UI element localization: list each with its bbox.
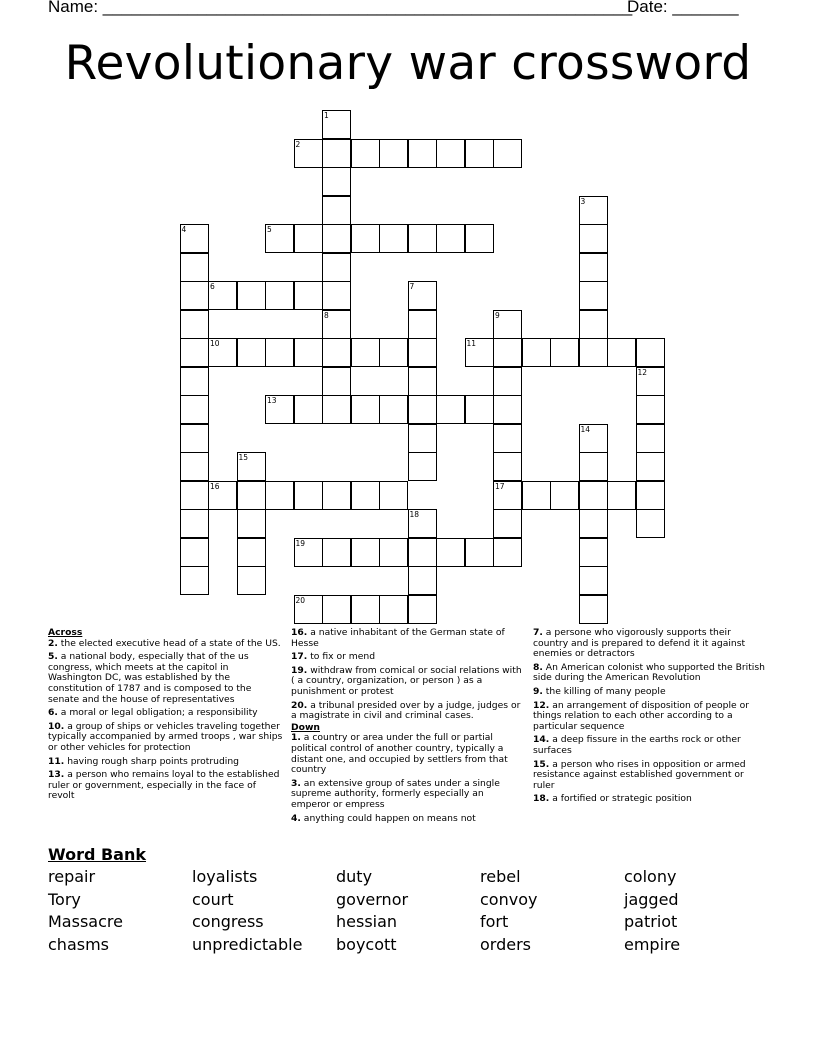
- name-label: Name: ________________________________________________________: [48, 0, 633, 16]
- grid-cell[interactable]: [408, 310, 437, 339]
- down-clue: [533, 687, 765, 698]
- clue-text: a native inhabitant of the German state of Hesse: [291, 627, 505, 649]
- grid-cell[interactable]: [579, 253, 608, 282]
- clue-number-label: 6.: [48, 707, 58, 719]
- clue-number: 19: [295, 538, 306, 548]
- word-bank-word: boycott: [336, 934, 397, 954]
- clue-number: 9: [495, 310, 500, 320]
- grid-cell[interactable]: [408, 509, 437, 538]
- across-heading: Across: [48, 627, 83, 638]
- clue-number-label: 14.: [533, 734, 550, 746]
- grid-cell[interactable]: [636, 367, 665, 396]
- clue-number-label: 9.: [533, 685, 543, 697]
- grid-cell[interactable]: [493, 310, 522, 339]
- clue-text: a fortified or strategic position: [549, 793, 692, 805]
- across-clue: [48, 639, 284, 650]
- clue-number: 17: [495, 481, 505, 491]
- word-bank: [48, 866, 768, 956]
- grid-cell[interactable]: [322, 481, 351, 510]
- clue-number-label: 11.: [48, 755, 65, 767]
- clues-column-2: [291, 628, 525, 827]
- grid-cell[interactable]: [180, 224, 209, 253]
- grid-cell[interactable]: [579, 224, 608, 253]
- clue-number-label: 4.: [291, 812, 301, 824]
- clue-text: a national body, especially that of the us congress, which meets at the capitol in Washington DC, was established by the constitution of 1787 and is composed to the senate and the house of representatives: [48, 651, 252, 705]
- word-bank-word: Tory: [48, 889, 81, 909]
- grid-cell[interactable]: [237, 281, 266, 310]
- grid-cell[interactable]: [379, 139, 408, 168]
- grid-cell[interactable]: [408, 281, 437, 310]
- word-bank-word: governor: [336, 889, 409, 909]
- clue-number-label: 1.: [291, 732, 301, 744]
- clue-text: anything could happen on means not: [300, 812, 476, 824]
- grid-cell[interactable]: [208, 281, 237, 310]
- clue-number: 15: [238, 453, 249, 462]
- grid-cell[interactable]: [579, 538, 608, 567]
- grid-cell[interactable]: [493, 139, 522, 168]
- clue-number-label: 10.: [48, 720, 65, 732]
- clue-number: 16: [210, 481, 220, 491]
- grid-cell[interactable]: [322, 167, 351, 196]
- across-clue: [48, 757, 284, 768]
- grid-cell[interactable]: [180, 281, 209, 310]
- word-bank-word: unpredictable: [192, 934, 303, 954]
- word-bank-word: Massacre: [48, 912, 123, 932]
- word-bank-word: convoy: [480, 889, 538, 909]
- grid-cell[interactable]: [408, 338, 437, 367]
- grid-cell[interactable]: [465, 395, 494, 424]
- grid-cell[interactable]: [351, 224, 380, 253]
- down-clue: [533, 794, 765, 805]
- grid-cell[interactable]: [351, 338, 380, 367]
- clue-number-label: 13.: [48, 769, 65, 781]
- grid-cell[interactable]: [237, 481, 266, 510]
- grid-cell[interactable]: [579, 338, 608, 367]
- across-clues-part2: [291, 628, 525, 722]
- grid-cell[interactable]: [265, 395, 294, 424]
- grid-cell[interactable]: [579, 424, 608, 453]
- grid-cell[interactable]: [180, 338, 209, 367]
- grid-cell[interactable]: [294, 139, 323, 168]
- grid-cell[interactable]: [379, 395, 408, 424]
- across-clue: [291, 701, 525, 722]
- grid-cell[interactable]: [579, 281, 608, 310]
- grid-cell[interactable]: [322, 281, 351, 310]
- grid-cell[interactable]: [579, 595, 608, 624]
- grid-cell[interactable]: [351, 395, 380, 424]
- grid-cell[interactable]: [550, 338, 579, 367]
- grid-cell[interactable]: [180, 424, 209, 453]
- word-bank-word: rebel: [480, 867, 521, 886]
- grid-cell[interactable]: [180, 452, 209, 481]
- across-clue: [291, 652, 525, 663]
- word-bank-word: orders: [480, 934, 531, 954]
- clue-number: 8: [324, 310, 329, 320]
- grid-cell[interactable]: [493, 367, 522, 396]
- grid-cell[interactable]: [237, 538, 266, 567]
- clue-number: 1: [324, 111, 329, 120]
- grid-cell[interactable]: [636, 509, 665, 538]
- grid-cell[interactable]: [322, 338, 351, 367]
- grid-cell[interactable]: [550, 481, 579, 510]
- down-clue: [291, 733, 525, 775]
- clue-text: a moral or legal obligation; a responsibility: [57, 707, 258, 719]
- grid-cell[interactable]: [408, 367, 437, 396]
- grid-cell[interactable]: [408, 395, 437, 424]
- clue-number: 5: [267, 225, 272, 234]
- grid-cell[interactable]: [294, 481, 323, 510]
- grid-cell[interactable]: [408, 566, 437, 595]
- clue-number: 6: [210, 282, 215, 291]
- clue-number: 11: [466, 339, 477, 348]
- clues-column-1: [48, 628, 284, 805]
- grid-cell[interactable]: [322, 538, 351, 567]
- down-clues-part1: [291, 733, 525, 824]
- grid-cell[interactable]: [579, 566, 608, 595]
- grid-cell[interactable]: [465, 139, 494, 168]
- clue-text: An American colonist who supported the British side during the American Revolution: [533, 661, 765, 684]
- grid-cell[interactable]: [322, 110, 351, 139]
- word-bank-title: Word Bank: [48, 845, 147, 864]
- clue-text: the killing of many people: [542, 685, 666, 697]
- grid-cell[interactable]: [322, 595, 351, 624]
- clues-column-3: [533, 628, 765, 808]
- word-bank-word: empire: [624, 934, 681, 954]
- grid-cell[interactable]: [379, 338, 408, 367]
- grid-cell[interactable]: [237, 452, 266, 481]
- clue-text: a person who remains loyal to the established ruler or government, especially in the face of revolt: [48, 769, 280, 802]
- grid-cell[interactable]: [294, 395, 323, 424]
- grid-cell[interactable]: [180, 395, 209, 424]
- clue-text: a person who rises in opposition or armed resistance against established government or ruler: [533, 758, 746, 791]
- grid-cell[interactable]: [607, 338, 636, 367]
- down-clue: [291, 779, 525, 811]
- grid-cell[interactable]: [493, 338, 522, 367]
- clue-number-label: 15.: [533, 758, 550, 770]
- clue-text: the elected executive head of a state of the US.: [57, 637, 281, 649]
- down-clues-part2: [533, 628, 765, 805]
- clue-number-label: 20.: [291, 699, 308, 711]
- clue-number-label: 8.: [533, 661, 543, 673]
- down-heading: Down: [291, 721, 320, 733]
- grid-cell[interactable]: [408, 139, 437, 168]
- grid-cell[interactable]: [636, 395, 665, 424]
- across-clue: [48, 708, 284, 719]
- clue-number: 18: [409, 510, 420, 519]
- grid-cell[interactable]: [237, 509, 266, 538]
- grid-cell[interactable]: [522, 338, 551, 367]
- down-clue: [533, 735, 765, 756]
- grid-cell[interactable]: [294, 338, 323, 367]
- grid-cell[interactable]: [322, 224, 351, 253]
- grid-cell[interactable]: [379, 224, 408, 253]
- grid-cell[interactable]: [322, 139, 351, 168]
- grid-cell[interactable]: [579, 452, 608, 481]
- clue-number-label: 5.: [48, 651, 58, 663]
- grid-cell[interactable]: [180, 253, 209, 282]
- word-bank-word: chasms: [48, 934, 109, 954]
- word-bank-word: fort: [480, 912, 509, 932]
- clue-number: 20: [295, 595, 306, 605]
- grid-cell[interactable]: [265, 281, 294, 310]
- clue-number: 13: [267, 396, 277, 405]
- grid-cell[interactable]: [180, 367, 209, 396]
- grid-cell[interactable]: [465, 224, 494, 253]
- grid-cell[interactable]: [493, 424, 522, 453]
- grid-cell[interactable]: [237, 566, 266, 595]
- grid-cell[interactable]: [237, 338, 266, 367]
- grid-cell[interactable]: [436, 538, 465, 567]
- clue-number-label: 3.: [291, 777, 301, 789]
- grid-cell[interactable]: [636, 338, 665, 367]
- clue-number: 4: [181, 225, 187, 234]
- grid-cell[interactable]: [294, 281, 323, 310]
- word-bank-word: court: [192, 889, 234, 909]
- page-title: Revolutionary war crossword: [64, 36, 752, 91]
- clue-text: a tribunal presided over by a judge, judges or a magistrate in civil and criminal cases.: [291, 699, 521, 722]
- grid-cell[interactable]: [579, 481, 608, 510]
- grid-cell[interactable]: [180, 538, 209, 567]
- across-clue: [48, 722, 284, 754]
- grid-cell[interactable]: [265, 224, 294, 253]
- grid-cell[interactable]: [294, 538, 323, 567]
- clue-text: a group of ships or vehicles traveling together typically accompanied by armed troops , war ships or other vehicles for protection: [48, 720, 283, 753]
- grid-cell[interactable]: [180, 509, 209, 538]
- grid-cell[interactable]: [351, 595, 380, 624]
- grid-cell[interactable]: [351, 481, 380, 510]
- clue-number-label: 18.: [533, 793, 550, 805]
- across-clue: [48, 770, 284, 802]
- grid-cell[interactable]: [322, 253, 351, 282]
- clue-number: 7: [409, 282, 415, 291]
- clue-number-label: 16.: [291, 627, 308, 638]
- grid-cell[interactable]: [579, 310, 608, 339]
- clue-text: having rough sharp points protruding: [64, 755, 239, 767]
- across-clue: [291, 666, 525, 698]
- grid-cell[interactable]: [636, 481, 665, 510]
- clue-number-label: 7.: [533, 627, 543, 638]
- grid-cell[interactable]: [408, 452, 437, 481]
- clue-number-label: 19.: [291, 664, 308, 676]
- clue-text: a country or area under the full or partial political control of another country, typically a distant one, and occupied by settlers from that country: [291, 732, 508, 776]
- grid-cell[interactable]: [208, 481, 237, 510]
- grid-cell[interactable]: [379, 481, 408, 510]
- word-bank-word: hessian: [336, 912, 398, 932]
- clue-text: an extensive group of sates under a single supreme authority, formerly especially an emperor or empress: [291, 777, 500, 810]
- grid-cell[interactable]: [607, 481, 636, 510]
- grid-cell[interactable]: [436, 395, 465, 424]
- grid-cell[interactable]: [294, 224, 323, 253]
- grid-cell[interactable]: [351, 538, 380, 567]
- grid-cell[interactable]: [522, 481, 551, 510]
- grid-cell[interactable]: [180, 566, 209, 595]
- clue-number: 12: [637, 367, 648, 377]
- clue-text: withdraw from comical or social relations with ( a country, organization, or person ) as a punishment or protest: [291, 664, 522, 697]
- grid-cell[interactable]: [636, 424, 665, 453]
- word-bank-word: duty: [336, 867, 373, 886]
- clue-text: a persone who vigorously supports their country and is prepared to defend it it against enemies or detractors: [533, 627, 746, 660]
- grid-cell[interactable]: [408, 595, 437, 624]
- clue-text: to fix or mend: [307, 651, 376, 663]
- grid-cell[interactable]: [379, 538, 408, 567]
- clue-text: a deep fissure in the earths rock or other surfaces: [533, 734, 741, 756]
- grid-cell[interactable]: [322, 310, 351, 339]
- across-clues-part1: [48, 639, 284, 802]
- grid-cell[interactable]: [322, 196, 351, 225]
- clue-number-label: 12.: [533, 699, 550, 711]
- grid-cell[interactable]: [351, 139, 380, 168]
- down-clue: [533, 663, 765, 684]
- clue-number: 3: [580, 196, 586, 206]
- grid-cell[interactable]: [579, 196, 608, 225]
- grid-cell[interactable]: [294, 595, 323, 624]
- grid-cell[interactable]: [180, 481, 209, 510]
- clue-number-label: 17.: [291, 651, 308, 663]
- grid-cell[interactable]: [379, 595, 408, 624]
- grid-cell[interactable]: [436, 139, 465, 168]
- grid-cell[interactable]: [265, 338, 294, 367]
- grid-cell[interactable]: [322, 395, 351, 424]
- grid-cell[interactable]: [408, 538, 437, 567]
- grid-cell[interactable]: [493, 395, 522, 424]
- grid-cell[interactable]: [465, 538, 494, 567]
- word-bank-word: congress: [192, 912, 264, 932]
- grid-cell[interactable]: [208, 338, 237, 367]
- clue-text: an arrangement of disposition of people or things relation to each other according to a particular sequence: [533, 699, 749, 732]
- grid-cell[interactable]: [322, 367, 351, 396]
- grid-cell[interactable]: [465, 338, 494, 367]
- grid-cell[interactable]: [180, 310, 209, 339]
- clue-number: 14: [580, 424, 591, 434]
- grid-cell[interactable]: [265, 481, 294, 510]
- clue-number-label: 2.: [48, 637, 58, 649]
- word-bank-word: jagged: [624, 889, 679, 909]
- down-clue: [533, 628, 765, 660]
- across-clue: [291, 628, 525, 649]
- date-label: Date: _______: [627, 0, 739, 16]
- word-bank-word: patriot: [624, 912, 678, 932]
- grid-cell[interactable]: [579, 509, 608, 538]
- grid-cell[interactable]: [408, 224, 437, 253]
- grid-cell[interactable]: [436, 224, 465, 253]
- clue-number: 10: [210, 339, 220, 348]
- down-clue: [291, 814, 525, 825]
- grid-cell[interactable]: [408, 424, 437, 453]
- clue-number: 2: [295, 139, 301, 149]
- word-bank-word: colony: [624, 867, 677, 886]
- word-bank-word: repair: [48, 867, 96, 886]
- grid-cell[interactable]: [493, 481, 522, 510]
- word-bank-word: loyalists: [192, 867, 258, 886]
- grid-cell[interactable]: [493, 538, 522, 567]
- down-clue: [533, 760, 765, 792]
- grid-cell[interactable]: [493, 452, 522, 481]
- across-clue: [48, 652, 284, 705]
- grid-cell[interactable]: [636, 452, 665, 481]
- grid-cell[interactable]: [493, 509, 522, 538]
- down-clue: [533, 701, 765, 733]
